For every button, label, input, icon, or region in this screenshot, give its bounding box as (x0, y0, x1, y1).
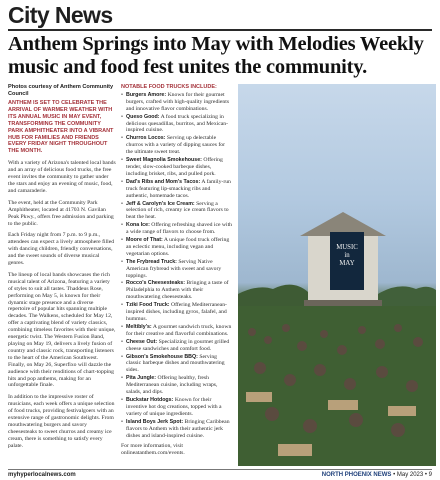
food-truck-item (121, 339, 233, 353)
food-truck-name: The Frybread Truck: (126, 258, 177, 265)
food-truck-name: Pita Jungle: (126, 375, 157, 382)
sign-line: MAY (339, 260, 355, 267)
food-truck-name: Churros Locos: (126, 135, 166, 142)
food-truck-description: Serving classic barbeque dishes and mouthwatering sides. (126, 353, 225, 374)
food-trucks-title: NOTABLE FOOD TRUCKS INCLUDE: (121, 84, 217, 90)
bullet-icon: • (121, 200, 123, 207)
food-truck-description: Serving a selection of rich, creamy ice cream flavors to beat the heat. (126, 200, 229, 221)
bullet-icon: • (121, 178, 123, 185)
food-truck-item (121, 222, 233, 236)
sign-line: in (344, 252, 350, 259)
food-truck-name: Gibson's Smokehouse BBQ: (126, 353, 198, 360)
bullet-icon: • (121, 323, 123, 330)
sign-line: MUSIC (336, 244, 358, 251)
food-truck-item (121, 114, 233, 135)
food-truck-name: Kona Ice: (126, 222, 150, 229)
tree-line (238, 285, 308, 309)
food-truck-item (121, 259, 233, 280)
food-truck-name: Tziki Food Truck: (126, 302, 170, 309)
food-truck-name: Buckstar Hotdogs: (126, 396, 174, 403)
food-truck-item (121, 179, 233, 200)
more-info-text: For more information, visit onlineatanthem.com/events. (121, 443, 185, 457)
bullet-icon: • (121, 418, 123, 425)
publication-name: NORTH PHOENIX NEWS (321, 472, 392, 478)
food-truck-item (121, 419, 233, 440)
food-truck-name: Burgers Amore: (126, 91, 167, 98)
food-truck-description: Known for their gourmet burgers, crafted with high-quality ingredients and innovative flavor combinations. (126, 91, 230, 112)
bullet-icon: • (121, 113, 123, 120)
food-truck-name: Jeff & Carolyn's Ice Cream: (126, 200, 195, 207)
food-truck-description: Offering tender, slow-cooked barbeque dishes, including brisket, ribs, and pulled pork. (126, 157, 223, 177)
music-in-may-sign (330, 232, 364, 290)
food-truck-item (121, 354, 233, 375)
bullet-icon: • (121, 91, 123, 98)
stage-floor (304, 300, 382, 306)
body-paragraph: The lineup of local bands showcases the rich musical talent of Arizona, featuring a variety of styles to suit all tastes. Thaddeus Rose, performing on May 5, is known for their dynamic stage presence and a diverse repertoire of popular hits spanning multiple decades. The Walkens, scheduled for May 12, offer a captivating blend of variety classics, combining timeless favorites with their unique, energetic twist. The Western Fusion Band, playing on May 19, delivers a lively fusion of country and classic rock, transporting listeners to the heart of the American Southwest. Finally, on May 26, Superfixo will dazzle the audience with their renditions of chart-topping hits and pop anthems, making for an unforgettable finale. (8, 271, 116, 389)
food-truck-name: Cheese Out: (126, 338, 158, 345)
food-truck-description: A unique food truck offering an eclectic menu, including vegan and vegetarian options. (126, 237, 230, 257)
bullet-icon: • (121, 237, 123, 244)
bullet-icon: • (121, 353, 123, 360)
food-truck-item (121, 237, 233, 258)
bullet-icon: • (121, 222, 123, 229)
food-truck-item (121, 157, 233, 178)
food-truck-item (121, 280, 233, 301)
food-truck-name: Rocco's Cheesesteaks: (126, 280, 185, 287)
food-truck-item (121, 92, 233, 113)
food-truck-name: Moore of That: (126, 237, 163, 244)
bullet-icon: • (121, 157, 123, 164)
footer-website: myhyperlocalnews.com (8, 472, 76, 478)
food-truck-item (121, 324, 233, 338)
food-truck-description: Serving up delectable churros with a variety of dipping sauces for the ultimate sweet treat. (126, 135, 226, 156)
bullet-icon: • (121, 375, 123, 382)
food-truck-description: A gourmet sandwich truck, known for their creative and flavorful combinations. (126, 323, 232, 337)
food-truck-name: Meltibly's: (126, 323, 152, 330)
body-paragraph: The event, held at the Community Park Amphitheater, located at 41703 N. Gavilan Peak Pkwy., offers free admission and parking to the public. (8, 199, 114, 227)
food-truck-description: Offering refreshing shaved ice with a wide range of flavors to choose from. (126, 222, 233, 236)
food-truck-description: Known for their inventive hot dog creations, topped with a variety of unique ingredients. (126, 396, 222, 417)
bullet-icon: • (121, 280, 123, 287)
food-truck-item (121, 201, 233, 222)
food-truck-name: Island Boys Jerk Spot: (126, 418, 184, 425)
food-truck-name: Sweet Magnolia Smokehouse: (126, 157, 202, 164)
food-truck-description: Offering healthy, fresh Mediterranean cuisine, including wraps, salads, and dips. (126, 375, 218, 396)
section-label: City News (8, 2, 113, 28)
body-paragraph: In addition to the impressive roster of musicians, each week offers a unique selection of food trucks, providing festivalgoers with an extensive range of gastronomic delights. From mouthwatering burgers and savory cheesesteaks to sweet churros and creamy ice cream, there is something to satisfy every palate. (8, 394, 115, 449)
food-truck-description: Specializing in gourmet grilled cheese sandwiches and comfort food. (126, 338, 230, 352)
food-truck-description: Serving Native American frybread with sweet and savory toppings. (126, 258, 222, 279)
article-headline: Anthem Springs into May with Melodies Weekly music and food fest unites the community. (8, 33, 424, 78)
tree-line (378, 286, 436, 309)
footer-rule (8, 469, 432, 470)
bullet-icon: • (121, 302, 123, 309)
bullet-icon: • (121, 135, 123, 142)
photo-credit: Photos courtesy of Anthem Community Council (8, 84, 114, 97)
body-paragraph: Each Friday night from 7 p.m. to 9 p.m., attendees can expect a lively atmosphere filled with dancing children, friendly conversations, and the sweet sounds of diverse musical genres. (8, 232, 115, 267)
body-paragraph: With a variety of Arizona's talented local bands and an array of delicious food trucks, the free event invites the community to gather under the stars and enjoy an evening of music, food, and camaraderie. (8, 160, 116, 194)
concert-photo (238, 84, 436, 466)
food-truck-description: Bringing Caribbean flavors to Anthem with their authentic jerk dishes and island-inspired cuisine. (126, 418, 230, 439)
food-truck-list (121, 92, 233, 440)
food-truck-item (121, 135, 233, 156)
issue-and-page: • May 2023 • 9 (393, 472, 432, 478)
bullet-icon: • (121, 396, 123, 403)
article-column-2 (121, 84, 233, 457)
food-truck-description: A family-run truck featuring lip-smacking ribs and authentic, homemade tacos. (126, 178, 231, 199)
food-truck-item (121, 375, 233, 396)
food-truck-description: Bringing a taste of Philadelphia to Anthem with their mouthwatering cheesesteaks. (126, 280, 229, 301)
food-truck-item (121, 397, 233, 418)
bullet-icon: • (121, 338, 123, 345)
food-truck-name: Dad's Ribs and Mom's Tacos: (126, 178, 201, 185)
food-truck-description: A food truck specializing in delicious quesadillas, burritos, and Mexican-inspired cuisine. (126, 113, 229, 134)
section-rule (8, 29, 432, 31)
food-truck-name: Queso Good: (126, 113, 160, 120)
article-lede: ANTHEM IS SET TO CELEBRATE THE ARRIVAL OF WARMER WEATHER WITH ITS ANNUAL MUSIC IN MAY EVENT, TRANSFORMING THE COMMUNITY PARK AMPHITHEATER INTO A VIBRANT HUB FOR FAMILIES AND FRIENDS EVERY FRIDAY NIGHT THROUGHOUT THE MONTH. (8, 100, 114, 155)
food-truck-description: Offering Mediterranean-inspired dishes, including gyros, falafel, and hummus. (126, 302, 227, 322)
bullet-icon: • (121, 258, 123, 265)
article-column-1 (8, 100, 116, 455)
footer-folio (322, 471, 432, 479)
food-truck-item (121, 302, 233, 323)
